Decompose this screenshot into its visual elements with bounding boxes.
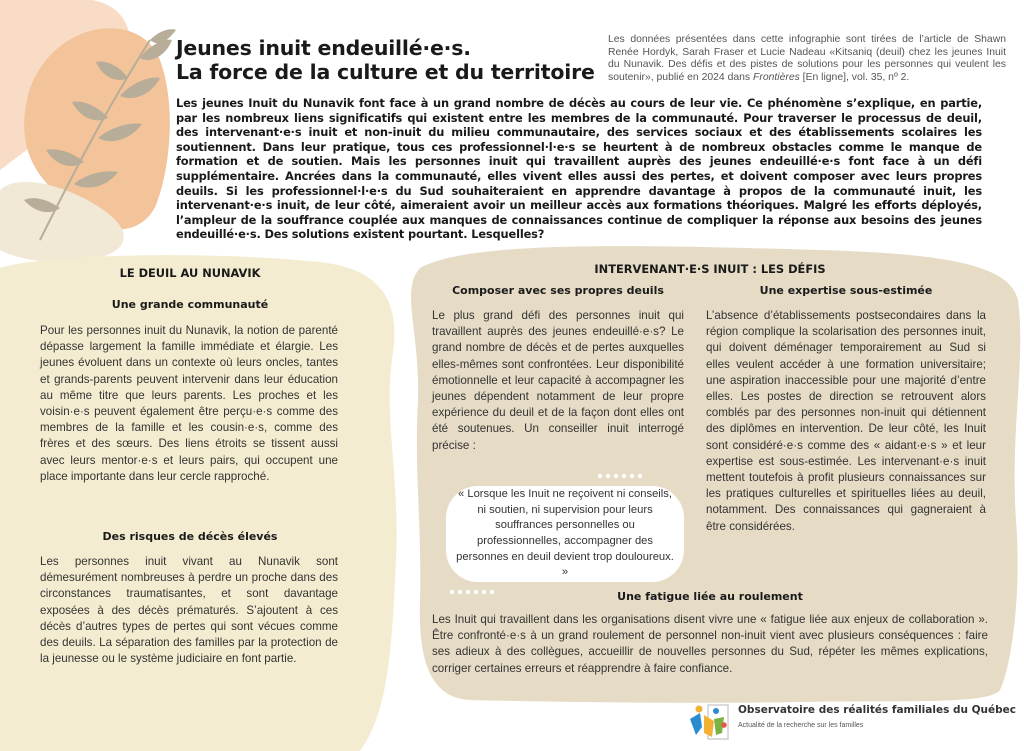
title-line-1: Jeunes inuit endeuillé·e·s. <box>176 36 471 60</box>
source-volume: [En ligne], vol. 35, nº 2. <box>799 71 910 83</box>
intro-paragraph: Les jeunes Inuit du Nunavik font face à un grand nombre de décès au cours de leur vie. Ce phénomène s’explique, en partie, par les nombreux liens significatifs qui existent entre les membres de la communauté. Pour traverser le processus de deuil, des intervenant·e·s inuit et non-inuit du milieu communautaire, des services sociaux et des établissements scolaires les soutiennent. Dans leur pratique, tous ces professionnel·l·e·s se heurtent à de nombreux obstacles comme le manque de formation et de soutien. Mais les personnes inuit qui travaillent auprès des jeunes endeuillé·e·s font face à un défi supplémentaire. Ancrées dans la communauté, elles vivent elles aussi des pertes, et doivent composer avec leurs propres deuils. Si les professionnel·l·e·s du Sud souhaiteraient en apprendre davantage à propos de la communauté inuit, les intervenant·e·s inuit, de leur côté, aimeraient avoir un meilleur accès aux formations théoriques. Malgré les efforts déployés, l’ampleur de la souffrance couplée aux manques de connaissances continue de compliquer la réponse aux besoins des jeunes endeuillé·e·s. Des solutions existent pourtant. Lesquelles? <box>176 96 982 242</box>
page-title <box>176 36 596 84</box>
expertise-body: L’absence d’établissements postsecondaires dans la région complique la scolarisation des personnes inuit, qui doivent déménager temporairement au Sud si elles veulent accéder à une formation universitaire; une aspiration inaccessible pour une majorité d’entre elles. Les postes de direction se retrouvent alors comblés par des personnes non-inuit qui détiennent des diplômes en intervention. De leur côté, les Inuit sont considéré·e·s comme des « aidant·e·s » et leur expertise est sous-estimée. Les intervenant·e·s inuit mettent toutefois à profit plusieurs connaissances sur les pratiques culturelles et spirituelles liées au deuil, notamment. Des connaissances qui gagneraient à être considérées. <box>706 309 986 533</box>
organization-tagline: Actualité de la recherche sur les familles <box>738 722 864 729</box>
family-logo-icon <box>688 699 732 743</box>
organization-name: Observatoire des réalités familiales du Québec <box>738 704 1017 716</box>
fatigue-body: Les Inuit qui travaillent dans les organisations disent vivre une « fatigue liée aux enjeux de collaboration ». Être confronté·e·s à un grand roulement de personnel non-inuit vient avec plusieurs conséquences : faire ses adieux à des collègues, accueillir de nouvelles personnes du Sud, répéter les mêmes explications, corriger certaines erreurs et réapprendre à faire confiance. <box>432 613 988 675</box>
source-text: Les données présentées dans cette infographie sont tirées de l’article de Shawn Renée Hordyk, Sarah Fraser et Lucie Nadeau «Kitsaniq (deuil) chez les jeunes Inuit du Nunavik. Des défis et des pistes de solutions pour les personnes qui veulent les soutenir», publié en 2024 dans <box>608 34 1006 83</box>
left-section-heading: LE DEUIL AU NUNAVIK <box>119 266 261 280</box>
title-line-2: La force de la culture et du territoire <box>176 60 595 84</box>
death-risk-subtitle: Des risques de décès élevés <box>102 530 278 543</box>
fatigue-subtitle: Une fatigue liée au roulement <box>617 590 803 603</box>
community-subtitle: Une grande communauté <box>111 298 269 311</box>
quote-text: « Lorsque les Inuit ne reçoivent ni conseils, ni soutien, ni supervision pour leurs souffrances personnelles ou professionnelles, accompagner des personnes en deuil devient trop douloureux. » <box>456 488 674 579</box>
source-journal: Frontières <box>753 71 800 83</box>
own-grief-subtitle: Composer avec ses propres deuils <box>452 284 664 297</box>
own-grief-body: Le plus grand défi des personnes inuit qui travaillent auprès des jeunes endeuillé·e·s? Le grand nombre de décès et de pertes auxquelles elles-mêmes sont confrontées. Leur disponibilité émotionnelle et leur capacité à accompagner les jeunes dépendent notamment de leur propre expérience du deuil et de la façon dont elles ont été soutenues. Un conseiller inuit interrogé précise : <box>432 309 684 452</box>
expertise-subtitle: Une expertise sous-estimée <box>759 284 933 297</box>
death-risk-body: Les personnes inuit vivant au Nunavik sont démesurément nombreuses à perdre un proche dans des circonstances traumatisantes, et sont davantage exposées à des décès prématurés. S’ajoutent à ces décès d’autres types de pertes qui sont vécues comme des deuils. La séparation des familles par la protection de la jeunesse ou le système judiciaire en font partie. <box>40 555 338 666</box>
quote-bubble <box>446 486 684 582</box>
organization-logo <box>688 696 1017 746</box>
community-body: Pour les personnes inuit du Nunavik, la notion de parenté dépasse largement la famille immédiate et élargie. Les jeunes évoluent dans un contexte où leurs oncles, tantes et grands-parents peuvent intervenir dans leur éducation au même titre que leurs parents. Les proches et les voisin·e·s peuvent également être perçu·e·s comme des membres de la famille et les cousin·e·s, comme des frères et des sœurs. Des liens étroits se tissent aussi avec leurs mentor·e·s et leurs pairs, qui occupent une place importante dans leur cercle rapproché. <box>40 324 338 483</box>
source-note <box>608 34 1006 84</box>
right-section-heading: INTERVENANT·E·S INUIT : LES DÉFIS <box>594 262 826 276</box>
